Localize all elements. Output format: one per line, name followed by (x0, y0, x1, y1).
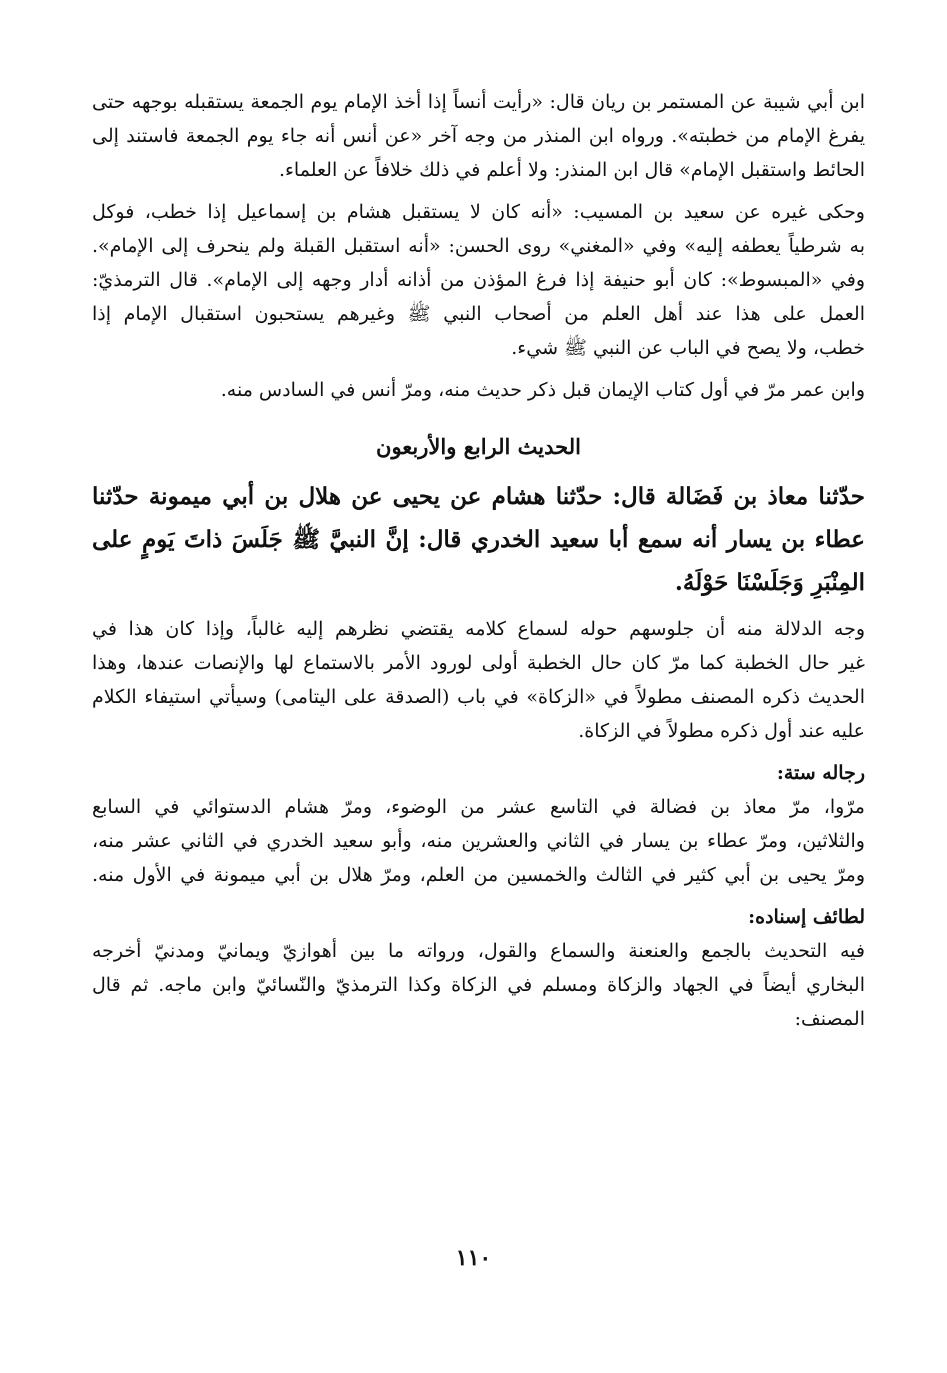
text-line: البخاري أيضاً في الجهاد والزكاة ومسلم في الزكاة وكذا الترمذيّ والنّسائيّ وابن ماجه. ثم قال (92, 974, 865, 996)
narrators-section (92, 756, 865, 892)
hadith-line: عطاء بن يسار أنه سمع أبا سعيد الخدري قال: إنَّ النبيَّ ﷺ جَلَسَ ذاتَ يَومٍ على (92, 526, 865, 553)
text-line: به شرطياً يعطفه إليه» وفي «المغني» روى الحسن: «أنه استقبل القبلة ولم ينحرف إلى الإمام». (92, 235, 865, 257)
hadith-line: حدّثنا معاذ بن فَضَالة قال: حدّثنا هشام عن يحيى عن هلال بن أبي ميمونة حدّثنا (92, 483, 865, 510)
text-line: غير حال الخطبة كما مرّ كان حال الخطبة أولى لورود الأمر بالاستماع لها والإنصات عندها، وهذا (92, 652, 865, 674)
text-line: ومرّ يحيى بن أبي كثير في الثالث والخمسين من العلم، ومرّ هلال بن أبي ميمونة في الأول منه. (92, 864, 865, 886)
text-line: ابن أبي شيبة عن المستمر بن ريان قال: «رأيت أنساً إذا أخذ الإمام يوم الجمعة يستقبله بوجهه حتى (92, 91, 865, 113)
text-line: وفي «المبسوط»: كان أبو حنيفة إذا فرغ المؤذن من أذانه أدار وجهه إلى الإمام». قال الترمذيّ: (92, 269, 865, 291)
hadith-text (92, 475, 865, 604)
text-line: يفرغ الإمام من خطبته». ورواه ابن المنذر من وجه آخر «عن أنس أنه جاء يوم الجمعة فاستند إلى (92, 125, 865, 147)
paragraph-ibn-umar (92, 373, 865, 407)
text-line: مرّوا، مرّ معاذ بن فضالة في التاسع عشر من الوضوء، ومرّ هشام الدستوائي في السابع (92, 796, 865, 818)
paragraph-ibn-abi-shaybah (92, 85, 865, 187)
text-line: فيه التحديث بالجمع والعنعنة والسماع والقول، ورواته ما بين أهوازيّ ويمانيّ ومدنيّ أخرجه (92, 940, 865, 962)
text-line: خطب، ولا يصح في الباب عن النبي ﷺ شيء. (511, 337, 865, 359)
paragraph-said-ibn-musayyib (92, 195, 865, 365)
text-line: العمل على هذا عند أهل العلم من أصحاب النبي ﷺ وغيرهم يستحبون استقبال الإمام إذا (92, 303, 865, 325)
text-line: والثلاثين، ومرّ عطاء بن يسار في الثاني والعشرين منه، وأبو سعيد الخدري في الثاني عشر منه، (92, 830, 865, 852)
subtleties-title: لطائف إسناده: (748, 906, 865, 928)
page-number: ١١٠ (455, 1245, 492, 1271)
text-line: وجه الدلالة منه أن جلوسهم حوله لسماع كلامه يقتضي نظرهم إليه غالباً، وإذا كان هذا في (92, 618, 865, 640)
text-line: المصنف: (794, 1008, 865, 1030)
section-heading: الحديث الرابع والأربعون (376, 434, 581, 459)
text-line: الحديث ذكره المصنف مطولاً في «الزكاة» في باب (الصدقة على اليتامى) وسيأتي استيفاء الكلام (92, 686, 865, 708)
commentary-paragraph (92, 612, 865, 748)
text-line: وابن عمر مرّ في أول كتاب الإيمان قبل ذكر حديث منه، ومرّ أنس في السادس منه. (220, 379, 865, 401)
text-line: عليه عند أول ذكره مطولاً في الزكاة. (578, 720, 865, 742)
chain-subtleties-section (92, 900, 865, 1036)
text-line: الحائط واستقبل الإمام» قال ابن المنذر: ولا أعلم في ذلك خلافاً عن العلماء. (278, 159, 865, 181)
text-line: وحكى غيره عن سعيد بن المسيب: «أنه كان لا يستقبل هشام بن إسماعيل إذا خطب، فوكل (92, 201, 865, 223)
hadith-line: المِنْبَرِ وَجَلَسْنَا حَوْلَهُ. (674, 569, 865, 596)
narrators-title: رجاله ستة: (776, 762, 865, 784)
